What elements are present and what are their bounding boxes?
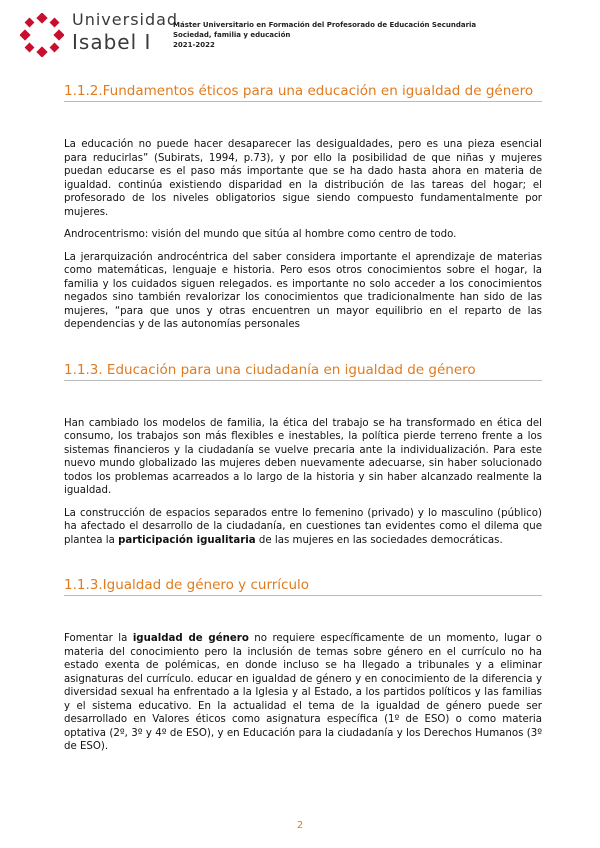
course-subject: Sociedad, familia y educación <box>173 31 291 39</box>
logo-universidad: Universidad <box>72 10 179 29</box>
paragraph: La educación no puede hacer desaparecer las desigualdades, pero es una pieza esencial para reducirlas” (Subirats, 1994, p.73), y por ello la posibilidad de que niñas y mujeres puedan educarse es el paso más importante que se ha dado hasta ahora en materia de igualdad. continúa existiendo disparidad en la distribución de las tareas del hogar; el profesorado de los niveles obligatorios sigue siendo compuesto fundamentalmente por mujeres. <box>64 139 542 218</box>
paragraph: La jerarquización androcéntrica del saber considera importante el aprendizaje de materias como matemáticas, lenguaje e historia. Pero esos otros conocimientos sobre el hogar, la familia y los cuidados siguen relegados. es importante no solo acceder a los conocimientos negados sino también revalorizar los conocimientos que tradicionalmente han sido de las mujeres, “para que unos y otras encuentren un mayor equilibrio en el reparto de las dependencias y de las autonomías personales <box>64 251 542 330</box>
paragraph <box>64 507 542 548</box>
course-info <box>173 20 476 50</box>
section-heading-fundamentos: 1.1.2.Fundamentos éticos para una educación en igualdad de género <box>64 83 542 102</box>
text-run: de las mujeres en las sociedades democráticas. <box>255 534 503 546</box>
bold-term: participación igualitaria <box>118 534 256 546</box>
paragraph: Han cambiado los modelos de familia, la ética del trabajo se ha transformado en ética del consumo, los trabajos son más flexibles e inestables, la política pierde terreno frente a los sistemas financieros y la ciudadanía se vuelve precaria ante la individualización. Para este nuevo mundo globalizado las mujeres deben nuevamente adecuarse, sin haber solucionado todos los problemas acarreados a lo largo de la historia y sin haber alcanzado realmente la igualdad. <box>64 417 542 496</box>
section-heading-ciudadania: 1.1.3. Educación para una ciudadanía en igualdad de género <box>64 362 542 381</box>
bold-term: igualdad de género <box>132 633 249 644</box>
page-number: 2 <box>296 820 304 831</box>
paragraph <box>64 632 542 754</box>
document-body <box>64 83 542 754</box>
paragraph: Androcentrismo: visión del mundo que sitúa al hombre como centro de todo. <box>64 229 457 240</box>
page-header <box>20 10 580 60</box>
text-run: La construcción de espacios separados entre lo femenino (privado) y lo masculino (público) ha afectado el desarrollo de la ciudadanía, en cuestiones tan evidentes como el dilema que plantea la <box>64 507 542 546</box>
university-logo-icon <box>20 13 64 57</box>
text-run: no requiere específicamente de un momento, lugar o materia del conocimiento pero la inclusión de temas sobre género en el currículo no ha estado exenta de polémicas, en donde incluso se ha llegado a tribunales y a eliminar asignaturas del currículo. educar en igualdad de género y en conocimiento de la diferencia y diversidad sexual ha enfrentado a la Iglesia y al Estado, a los partidos políticos y las familias y el sistema educativo. En la actualidad el tema de la igualdad de género puede ser desarrollado en Valores éticos como asignatura específica (1º de ESO) o como materia optativa (2º, 3º y 4º de ESO), y en Educación para la ciudadanía y los Derechos Humanos (3º de ESO). <box>64 633 542 752</box>
section-heading-curriculo: 1.1.3.Igualdad de género y currículo <box>64 577 542 596</box>
university-logo-text <box>72 10 178 54</box>
course-title: Máster Universitario en Formación del Profesorado de Educación Secundaria <box>173 21 477 29</box>
text-run: Fomentar la <box>64 633 133 644</box>
course-year: 2021-2022 <box>173 41 215 49</box>
logo-isabel: Isabel I <box>72 30 152 54</box>
